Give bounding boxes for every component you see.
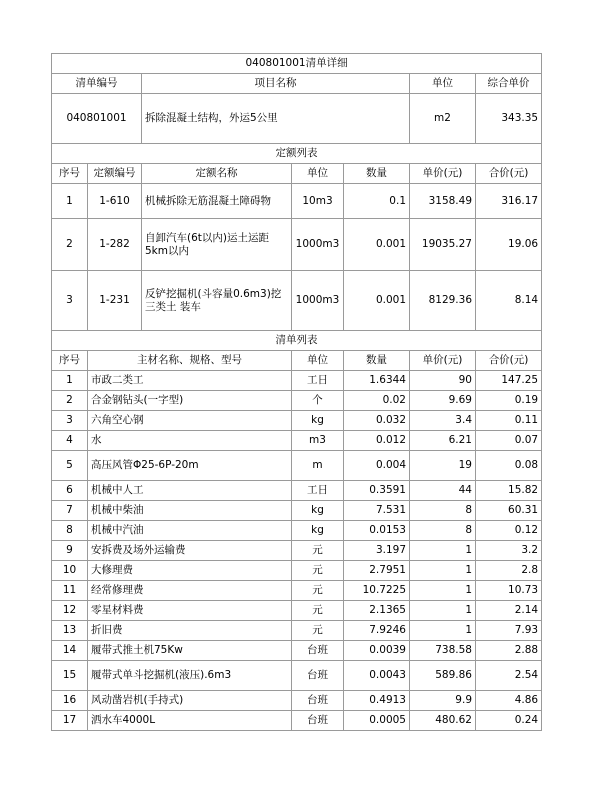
material-cell: 3.197 xyxy=(344,541,410,561)
material-cell: 水 xyxy=(88,431,292,451)
quota-cell: 机械拆除无筋混凝土障碍物 xyxy=(142,184,292,219)
material-cell: 8 xyxy=(52,521,88,541)
material-row xyxy=(52,661,542,691)
quota-col-index: 序号 xyxy=(52,164,88,184)
material-row xyxy=(52,621,542,641)
quota-col-unit: 单位 xyxy=(292,164,344,184)
material-cell: 元 xyxy=(292,561,344,581)
material-cell: 17 xyxy=(52,711,88,731)
quota-header-row xyxy=(52,164,542,184)
material-cell: 480.62 xyxy=(410,711,476,731)
material-cell: 10.7225 xyxy=(344,581,410,601)
material-cell: 4.86 xyxy=(476,691,542,711)
material-cell: 2.88 xyxy=(476,641,542,661)
material-cell: 机械中人工 xyxy=(88,481,292,501)
material-cell: 15.82 xyxy=(476,481,542,501)
material-cell: 0.19 xyxy=(476,391,542,411)
quota-cell: 10m3 xyxy=(292,184,344,219)
material-cell: 1 xyxy=(410,561,476,581)
material-row xyxy=(52,581,542,601)
material-cell: 2.7951 xyxy=(344,561,410,581)
quota-row xyxy=(52,271,542,331)
quota-cell: 1-610 xyxy=(88,184,142,219)
material-cell: 12 xyxy=(52,601,88,621)
material-cell: 0.24 xyxy=(476,711,542,731)
material-cell: 洒水车4000L xyxy=(88,711,292,731)
material-cell: 6 xyxy=(52,481,88,501)
material-cell: 11 xyxy=(52,581,88,601)
material-cell: 9 xyxy=(52,541,88,561)
material-cell: 履带式单斗挖掘机(液压).6m3 xyxy=(88,661,292,691)
material-header-row xyxy=(52,351,542,371)
material-cell: 高压风管Φ25-6P-20m xyxy=(88,451,292,481)
material-cell: 2.8 xyxy=(476,561,542,581)
material-cell: 1 xyxy=(52,371,88,391)
material-row xyxy=(52,541,542,561)
quota-section-title: 定额列表 xyxy=(52,144,542,164)
quota-cell: 0.001 xyxy=(344,219,410,271)
material-cell: 2.1365 xyxy=(344,601,410,621)
material-section-title: 清单列表 xyxy=(52,331,542,351)
material-cell: 风动凿岩机(手持式) xyxy=(88,691,292,711)
material-cell: 零星材料费 xyxy=(88,601,292,621)
material-row xyxy=(52,691,542,711)
material-cell: 0.012 xyxy=(344,431,410,451)
material-cell: 7.93 xyxy=(476,621,542,641)
material-cell: 1 xyxy=(410,581,476,601)
material-cell: 元 xyxy=(292,541,344,561)
material-cell: 8 xyxy=(410,501,476,521)
quota-cell: 1-231 xyxy=(88,271,142,331)
item-name: 拆除混凝土结构，外运5公里 xyxy=(142,94,410,144)
quota-cell: 316.17 xyxy=(476,184,542,219)
material-cell: 1 xyxy=(410,601,476,621)
material-row xyxy=(52,391,542,411)
material-cell: 2 xyxy=(52,391,88,411)
bill-detail-table xyxy=(51,53,542,731)
material-col-name: 主材名称、规格、型号 xyxy=(88,351,292,371)
material-cell: kg xyxy=(292,411,344,431)
material-rows xyxy=(52,371,542,731)
material-cell: 7.9246 xyxy=(344,621,410,641)
quota-cell: 1000m3 xyxy=(292,219,344,271)
material-col-qty: 数量 xyxy=(344,351,410,371)
material-cell: 大修理费 xyxy=(88,561,292,581)
material-cell: 安拆费及场外运输费 xyxy=(88,541,292,561)
material-cell: 元 xyxy=(292,621,344,641)
material-col-index: 序号 xyxy=(52,351,88,371)
material-cell: 0.0043 xyxy=(344,661,410,691)
quota-cell: 0.1 xyxy=(344,184,410,219)
material-cell: 0.02 xyxy=(344,391,410,411)
quota-col-code: 定额编号 xyxy=(88,164,142,184)
material-cell: 台班 xyxy=(292,691,344,711)
material-cell: 1 xyxy=(410,621,476,641)
quota-cell: 8129.36 xyxy=(410,271,476,331)
material-cell: 3.2 xyxy=(476,541,542,561)
material-cell: 13 xyxy=(52,621,88,641)
material-cell: 8 xyxy=(410,521,476,541)
material-cell: 10 xyxy=(52,561,88,581)
quota-cell: 0.001 xyxy=(344,271,410,331)
material-cell: 机械中汽油 xyxy=(88,521,292,541)
quota-col-total: 合价(元) xyxy=(476,164,542,184)
unit-price-header: 综合单价 xyxy=(476,74,542,94)
material-cell: 台班 xyxy=(292,641,344,661)
material-row xyxy=(52,411,542,431)
material-row xyxy=(52,371,542,391)
material-cell: 2.14 xyxy=(476,601,542,621)
material-cell: 0.0039 xyxy=(344,641,410,661)
quota-cell: 1-282 xyxy=(88,219,142,271)
quota-cell: 1000m3 xyxy=(292,271,344,331)
material-cell: 14 xyxy=(52,641,88,661)
quota-cell: 3 xyxy=(52,271,88,331)
material-cell: 7 xyxy=(52,501,88,521)
quota-cell: 1 xyxy=(52,184,88,219)
material-col-total: 合价(元) xyxy=(476,351,542,371)
material-cell: 折旧费 xyxy=(88,621,292,641)
material-cell: 15 xyxy=(52,661,88,691)
material-cell: 3 xyxy=(52,411,88,431)
material-cell: 147.25 xyxy=(476,371,542,391)
material-cell: 9.9 xyxy=(410,691,476,711)
material-cell: 6.21 xyxy=(410,431,476,451)
material-cell: 0.08 xyxy=(476,451,542,481)
material-cell: m xyxy=(292,451,344,481)
material-cell: 9.69 xyxy=(410,391,476,411)
material-cell: 台班 xyxy=(292,711,344,731)
material-cell: 0.12 xyxy=(476,521,542,541)
material-cell: 7.531 xyxy=(344,501,410,521)
quota-col-price: 单价(元) xyxy=(410,164,476,184)
material-cell: 合金钢钻头(一字型) xyxy=(88,391,292,411)
material-row xyxy=(52,521,542,541)
bill-code: 040801001 xyxy=(52,94,142,144)
material-row xyxy=(52,711,542,731)
material-cell: 机械中柴油 xyxy=(88,501,292,521)
quota-row xyxy=(52,219,542,271)
quota-col-qty: 数量 xyxy=(344,164,410,184)
material-cell: 工日 xyxy=(292,481,344,501)
material-cell: 589.86 xyxy=(410,661,476,691)
material-row xyxy=(52,431,542,451)
quota-cell: 19.06 xyxy=(476,219,542,271)
unit-header: 单位 xyxy=(410,74,476,94)
material-cell: 0.3591 xyxy=(344,481,410,501)
material-cell: 0.032 xyxy=(344,411,410,431)
item-name-header: 项目名称 xyxy=(142,74,410,94)
material-cell: 履带式推土机75Kw xyxy=(88,641,292,661)
item-unit-price: 343.35 xyxy=(476,94,542,144)
material-cell: 2.54 xyxy=(476,661,542,691)
material-cell: 台班 xyxy=(292,661,344,691)
material-cell: 4 xyxy=(52,431,88,451)
material-col-unit: 单位 xyxy=(292,351,344,371)
quota-col-name: 定额名称 xyxy=(142,164,292,184)
material-cell: 个 xyxy=(292,391,344,411)
material-cell: 1.6344 xyxy=(344,371,410,391)
material-cell: 19 xyxy=(410,451,476,481)
quota-cell: 2 xyxy=(52,219,88,271)
material-cell: 0.07 xyxy=(476,431,542,451)
material-cell: 工日 xyxy=(292,371,344,391)
quota-cell: 自卸汽车(6t以内)运土运距5km以内 xyxy=(142,219,292,271)
item-unit: m2 xyxy=(410,94,476,144)
material-cell: 元 xyxy=(292,601,344,621)
material-cell: 市政二类工 xyxy=(88,371,292,391)
sheet-title: 040801001清单详细 xyxy=(52,54,542,74)
material-row xyxy=(52,481,542,501)
material-cell: 738.58 xyxy=(410,641,476,661)
quota-cell: 3158.49 xyxy=(410,184,476,219)
material-row xyxy=(52,561,542,581)
material-row xyxy=(52,451,542,481)
material-cell: 六角空心钢 xyxy=(88,411,292,431)
material-cell: 0.11 xyxy=(476,411,542,431)
material-cell: m3 xyxy=(292,431,344,451)
material-cell: 0.0153 xyxy=(344,521,410,541)
material-cell: 0.0005 xyxy=(344,711,410,731)
material-cell: 1 xyxy=(410,541,476,561)
material-cell: 0.004 xyxy=(344,451,410,481)
quota-cell: 8.14 xyxy=(476,271,542,331)
material-row xyxy=(52,501,542,521)
material-cell: 3.4 xyxy=(410,411,476,431)
material-cell: 经常修理费 xyxy=(88,581,292,601)
material-cell: 0.4913 xyxy=(344,691,410,711)
quota-cell: 反铲挖掘机(斗容量0.6m3)挖三类土 装车 xyxy=(142,271,292,331)
material-cell: 5 xyxy=(52,451,88,481)
material-cell: kg xyxy=(292,501,344,521)
material-col-price: 单价(元) xyxy=(410,351,476,371)
material-cell: 元 xyxy=(292,581,344,601)
material-row xyxy=(52,641,542,661)
material-cell: kg xyxy=(292,521,344,541)
quota-cell: 19035.27 xyxy=(410,219,476,271)
quota-row xyxy=(52,184,542,219)
material-cell: 10.73 xyxy=(476,581,542,601)
material-cell: 44 xyxy=(410,481,476,501)
material-cell: 60.31 xyxy=(476,501,542,521)
material-row xyxy=(52,601,542,621)
material-cell: 16 xyxy=(52,691,88,711)
material-cell: 90 xyxy=(410,371,476,391)
bill-code-header: 清单编号 xyxy=(52,74,142,94)
